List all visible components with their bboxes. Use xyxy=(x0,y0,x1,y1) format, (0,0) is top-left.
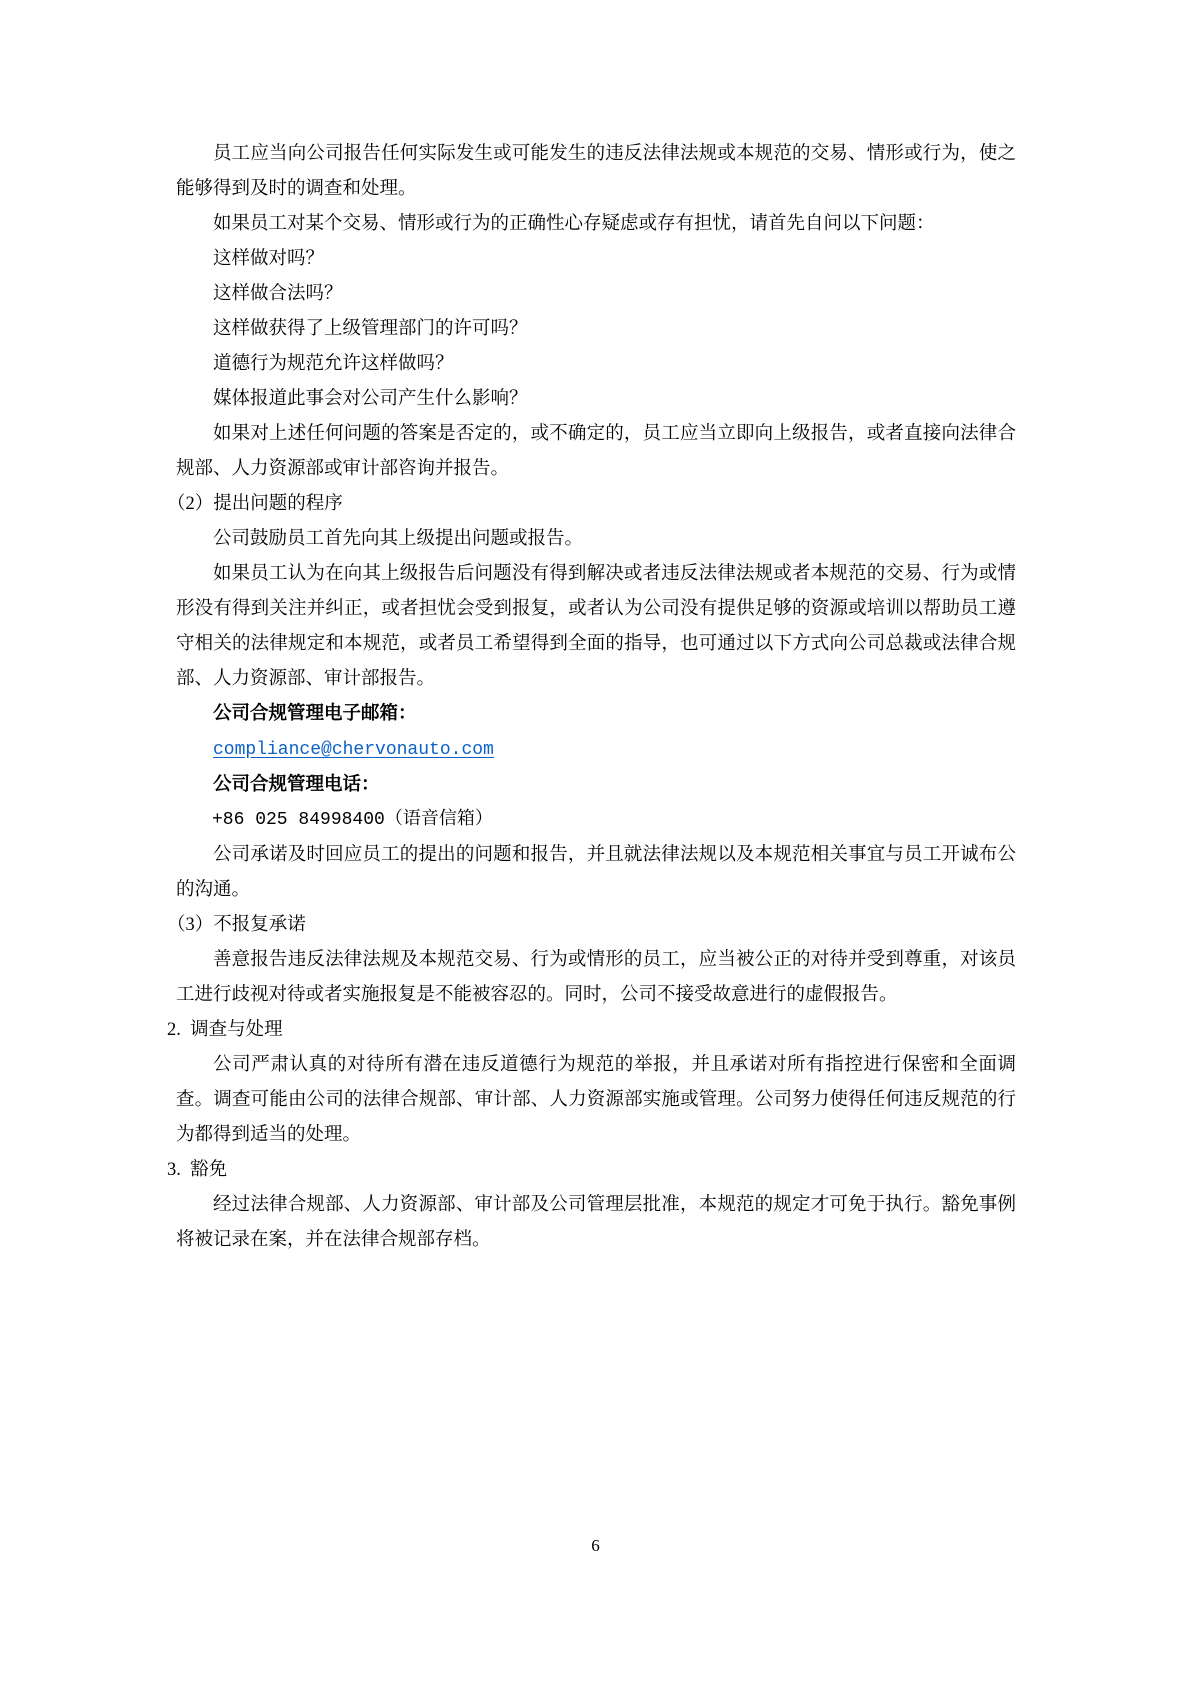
paragraph-good-faith: 善意报告违反法律法规及本规范交易、行为或情形的员工，应当被公正的对待并受到尊重，对该员工进行歧视对待或者实施报复是不能被容忍的。同时，公司不接受故意进行的虚假报告。 xyxy=(176,950,1016,1005)
paragraph-waiver: 经过法律合规部、人力资源部、审计部及公司管理层批准，本规范的规定才可免于执行。豁免事例将被记录在案，并在法律合规部存档。 xyxy=(176,1195,1016,1250)
email-line xyxy=(176,732,1016,768)
section-no-retaliation: （3）不报复承诺 xyxy=(167,915,306,935)
heading-waiver: 3. 豁免 xyxy=(167,1160,228,1180)
heading-investigation: 2. 调查与处理 xyxy=(167,1020,283,1040)
paragraph-if-negative: 如果对上述任何问题的答案是否定的，或不确定的，员工应当立即向上级报告，或者直接向法律合规部、人力资源部或审计部咨询并报告。 xyxy=(176,424,1016,479)
page-footer xyxy=(0,1534,1191,1558)
paragraph-self-questions: 如果员工对某个交易、情形或行为的正确性心存疑虑或存有担忧，请首先自问以下问题： xyxy=(213,214,935,234)
paragraph-company-promise: 公司承诺及时回应员工的提出的问题和报告，并且就法律法规以及本规范相关事宜与员工开诚布公的沟通。 xyxy=(176,845,1016,900)
question-permission: 这样做获得了上级管理部门的许可吗？ xyxy=(213,319,528,339)
phone-number: +86 025 84998400（语音信箱） xyxy=(212,810,493,830)
question-media: 媒体报道此事会对公司产生什么影响？ xyxy=(213,389,528,409)
label-compliance-email: 公司合规管理电子邮箱： xyxy=(213,704,417,724)
page-body xyxy=(167,137,1016,1258)
section-raise-procedure: （2）提出问题的程序 xyxy=(167,494,343,514)
paragraph-encourage: 公司鼓励员工首先向其上级提出问题或报告。 xyxy=(213,529,584,549)
email-link[interactable]: compliance@chervonauto.com xyxy=(213,740,494,760)
question-right: 这样做对吗？ xyxy=(213,249,325,269)
paragraph-investigation: 公司严肃认真的对待所有潜在违反道德行为规范的举报，并且承诺对所有指控进行保密和全面调查。调查可能由公司的法律合规部、审计部、人力资源部实施或管理。公司努力使得任何违反规范的行为都得到适当的处理。 xyxy=(176,1055,1016,1145)
paragraph-escalation: 如果员工认为在向其上级报告后问题没有得到解决或者违反法律法规或者本规范的交易、行为或情形没有得到关注并纠正，或者担忧会受到报复，或者认为公司没有提供足够的资源或培训以帮助员工遵守相关的法律规定和本规范，或者员工希望得到全面的指导，也可通过以下方式向公司总裁或法律合规部、人力资源部、审计部报告。 xyxy=(176,564,1016,689)
label-compliance-phone: 公司合规管理电话： xyxy=(213,775,380,795)
question-ethics: 道德行为规范允许这样做吗？ xyxy=(213,354,454,374)
paragraph-report-duty: 员工应当向公司报告任何实际发生或可能发生的违反法律法规或本规范的交易、情形或行为，使之能够得到及时的调查和处理。 xyxy=(176,144,1016,199)
page-number: 6 xyxy=(591,1536,600,1555)
question-legal: 这样做合法吗？ xyxy=(213,284,343,304)
